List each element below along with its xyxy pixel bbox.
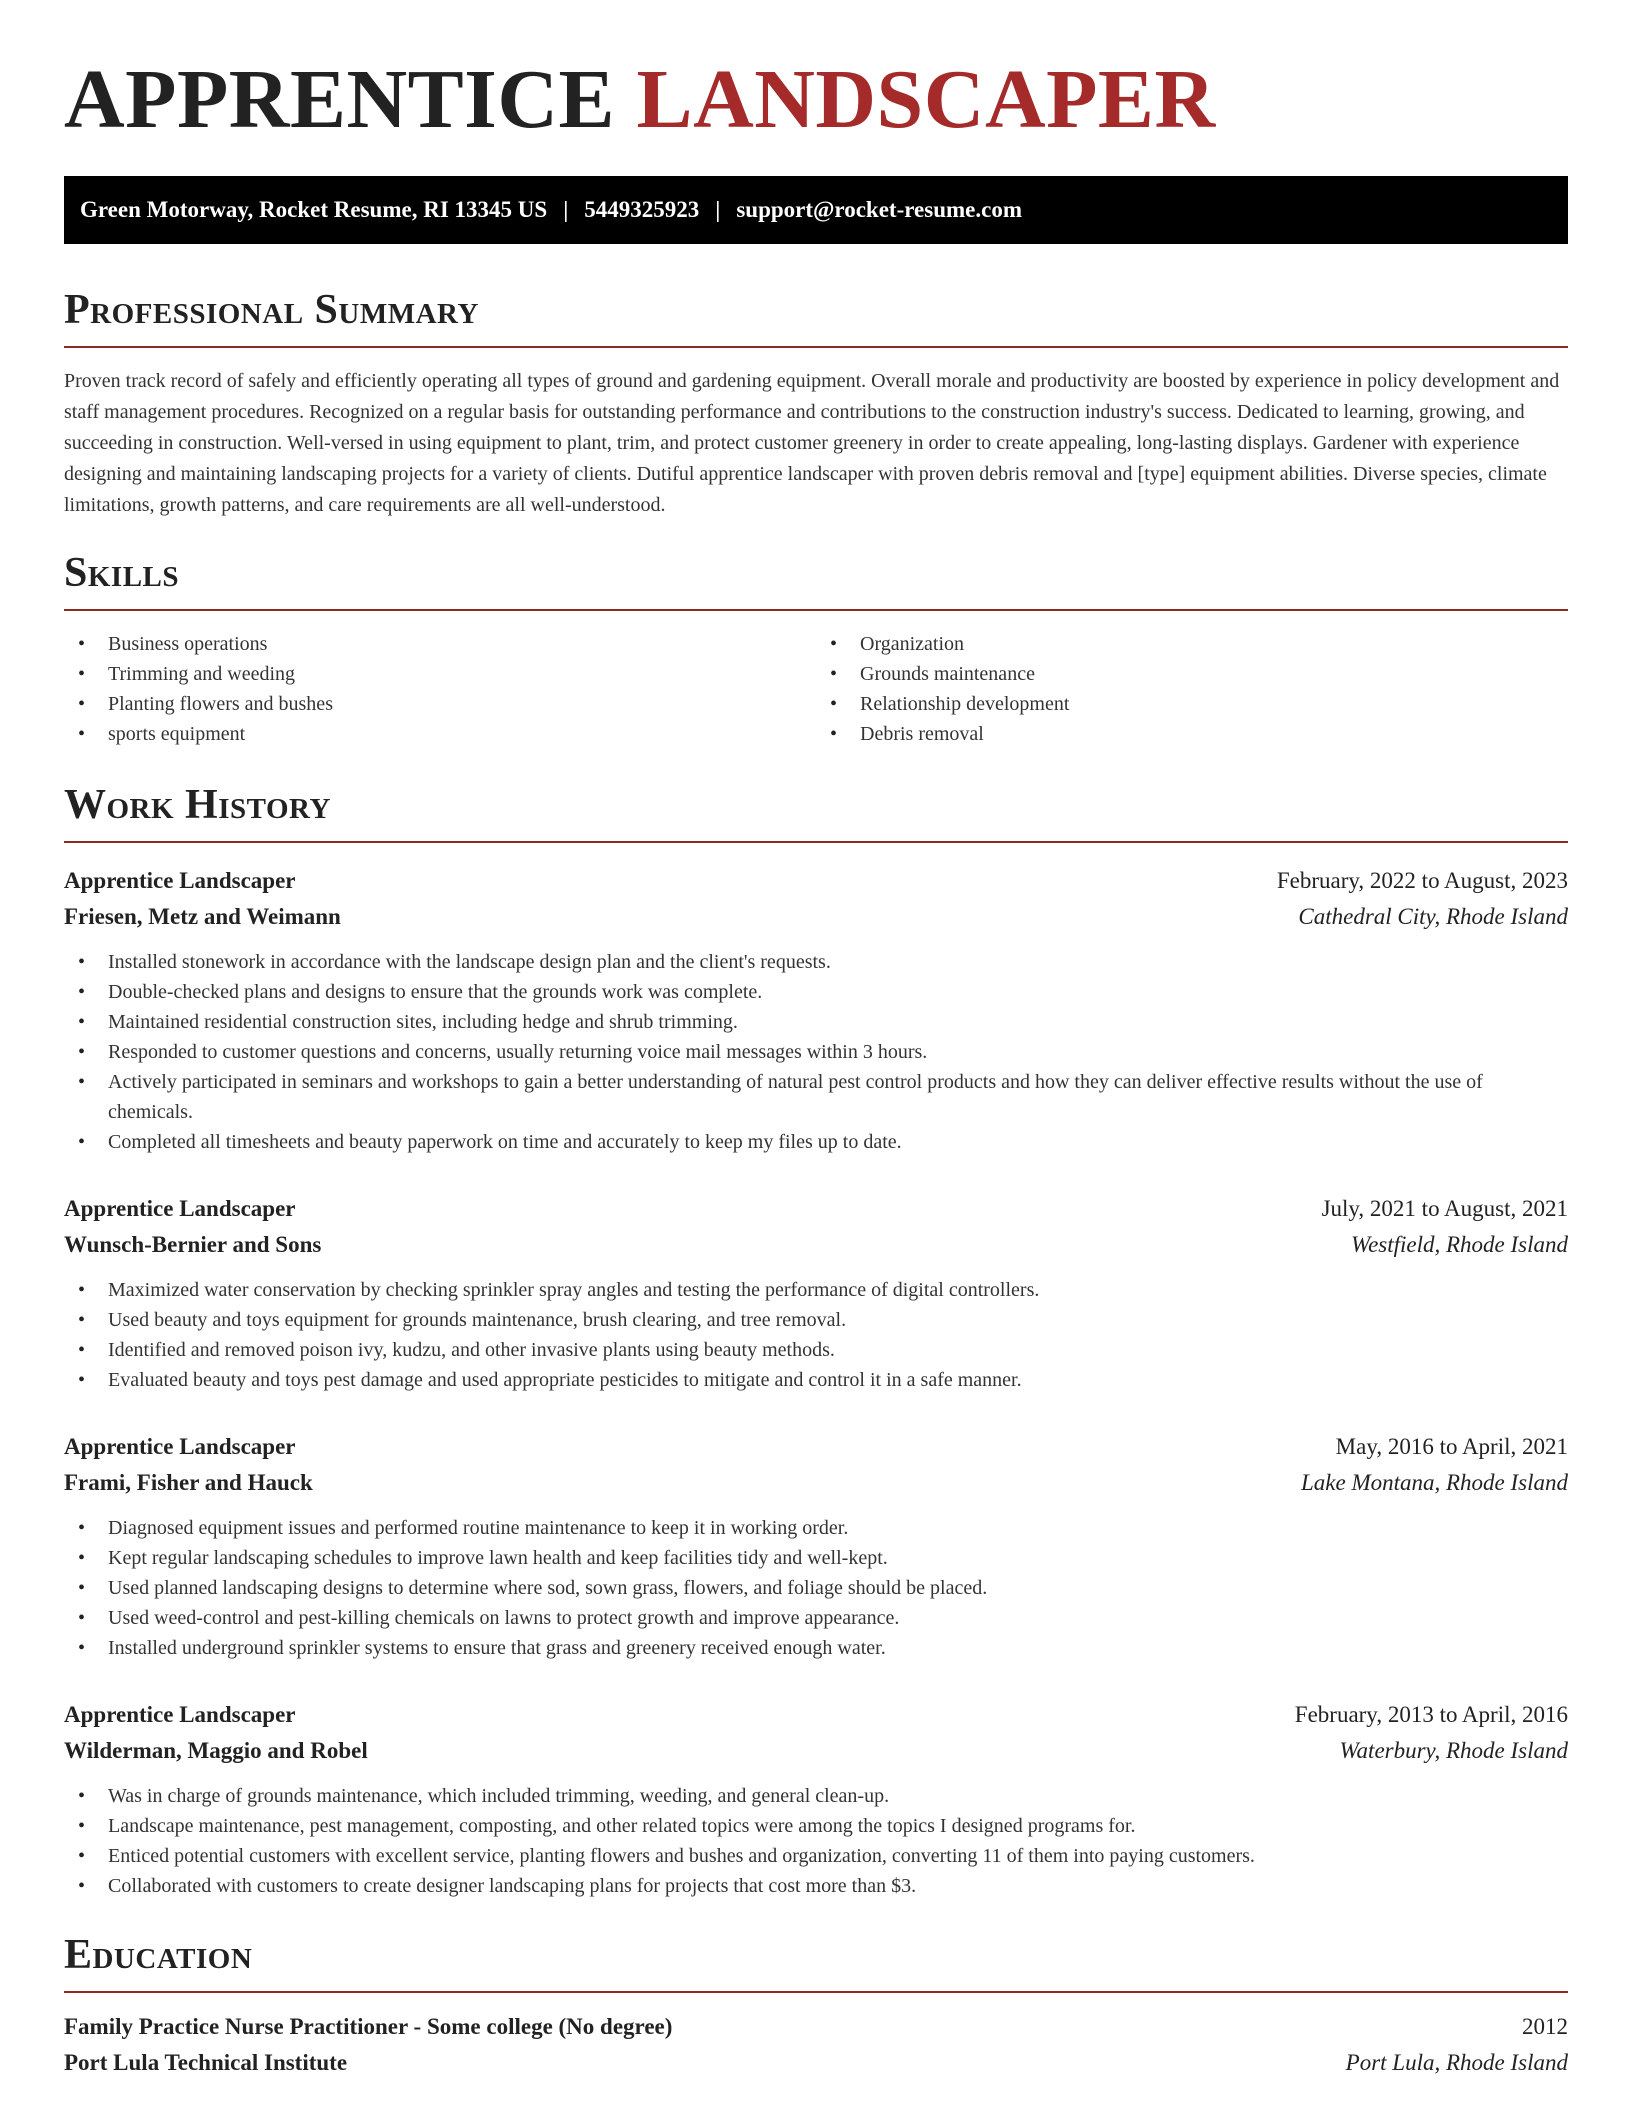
section-title-work-history: Work History xyxy=(64,782,331,828)
education-degree: Family Practice Nurse Practitioner - Some college (No degree) xyxy=(64,2014,673,2039)
skill-item: • Trimming and weeding xyxy=(64,659,816,689)
job-bullet: • Kept regular landscaping schedules to improve lawn health and keep facilities tidy and well-kept. xyxy=(64,1543,1568,1573)
job-location: Lake Montana, Rhode Island xyxy=(1300,1470,1568,1495)
skill-item: • Grounds maintenance xyxy=(816,659,1568,689)
job-dates: February, 2013 to April, 2016 xyxy=(1294,1702,1568,1727)
section-title-education: Education xyxy=(64,1932,253,1978)
job-entry xyxy=(64,863,1568,1157)
work-history-section xyxy=(64,781,1568,1901)
job-entry xyxy=(64,1191,1568,1395)
job-entry xyxy=(64,1429,1568,1663)
job-bullet: • Installed stonework in accordance with the landscape design plan and the client's requests. xyxy=(64,947,1568,977)
name-last: LANDSCAPER xyxy=(636,53,1216,146)
job-bullet: • Diagnosed equipment issues and performed routine maintenance to keep it in working order. xyxy=(64,1513,1568,1543)
skill-item: • Debris removal xyxy=(816,719,1568,749)
section-divider xyxy=(64,841,1568,843)
contact-address: Green Motorway, Rocket Resume, RI 13345 US xyxy=(80,197,548,222)
job-bullet: • Completed all timesheets and beauty paperwork on time and accurately to keep my files up to date. xyxy=(64,1127,1568,1157)
job-bullet: • Evaluated beauty and toys pest damage and used appropriate pesticides to mitigate and control it in a safe manner. xyxy=(64,1365,1568,1395)
education-entry xyxy=(64,2009,1568,2081)
job-bullets xyxy=(64,1513,1568,1663)
job-location: Westfield, Rhode Island xyxy=(1351,1232,1568,1257)
job-entry xyxy=(64,1697,1568,1901)
job-bullet: • Responded to customer questions and concerns, usually returning voice mail messages within 3 hours. xyxy=(64,1037,1568,1067)
education-year: 2012 xyxy=(1522,2014,1568,2039)
contact-phone: 5449325923 xyxy=(584,197,700,222)
section-divider xyxy=(64,346,1568,348)
job-bullet: • Installed underground sprinkler systems to ensure that grass and greenery received enough water. xyxy=(64,1633,1568,1663)
contact-email: support@rocket-resume.com xyxy=(736,197,1022,222)
job-dates: July, 2021 to August, 2021 xyxy=(1321,1196,1568,1221)
contact-separator: | xyxy=(563,197,569,222)
job-bullet: • Double-checked plans and designs to ensure that the grounds work was complete. xyxy=(64,977,1568,1007)
job-bullet: • Actively participated in seminars and workshops to gain a better understanding of natural pest control products and how they can deliver effective results without the use of chemicals. xyxy=(64,1067,1568,1127)
section-divider xyxy=(64,609,1568,611)
job-company: Wunsch-Bernier and Sons xyxy=(64,1232,322,1257)
skill-item: • sports equipment xyxy=(64,719,816,749)
section-title-skills: Skills xyxy=(64,550,180,596)
job-location: Cathedral City, Rhode Island xyxy=(1298,904,1568,929)
skills-column-left xyxy=(64,629,816,749)
job-bullet: • Was in charge of grounds maintenance, which included trimming, weeding, and general clean-up. xyxy=(64,1781,1568,1811)
skill-item: • Relationship development xyxy=(816,689,1568,719)
job-bullets xyxy=(64,1781,1568,1901)
education-section xyxy=(64,1931,1568,2081)
resume-name xyxy=(64,0,1568,146)
job-company: Frami, Fisher and Hauck xyxy=(64,1470,313,1495)
contact-separator: | xyxy=(715,197,721,222)
job-bullet: • Used beauty and toys equipment for grounds maintenance, brush clearing, and tree removal. xyxy=(64,1305,1568,1335)
section-divider xyxy=(64,1991,1568,1993)
education-school: Port Lula Technical Institute xyxy=(64,2050,348,2075)
skill-item: • Business operations xyxy=(64,629,816,659)
job-bullets xyxy=(64,947,1568,1157)
job-bullet: • Identified and removed poison ivy, kudzu, and other invasive plants using beauty methods. xyxy=(64,1335,1568,1365)
skill-item: • Organization xyxy=(816,629,1568,659)
section-title-summary: Professional Summary xyxy=(64,287,479,333)
education-location: Port Lula, Rhode Island xyxy=(1345,2050,1568,2075)
skills-column-right xyxy=(816,629,1568,749)
job-bullets xyxy=(64,1275,1568,1395)
job-bullet: • Maintained residential construction sites, including hedge and shrub trimming. xyxy=(64,1007,1568,1037)
job-title: Apprentice Landscaper xyxy=(64,1702,296,1727)
job-bullet: • Used weed-control and pest-killing chemicals on lawns to protect growth and improve appearance. xyxy=(64,1603,1568,1633)
job-bullet: • Enticed potential customers with excellent service, planting flowers and bushes and organization, converting 11 of them into paying customers. xyxy=(64,1841,1568,1871)
job-dates: May, 2016 to April, 2021 xyxy=(1335,1434,1568,1459)
job-company: Wilderman, Maggio and Robel xyxy=(64,1738,368,1763)
job-bullet: • Maximized water conservation by checking sprinkler spray angles and testing the performance of digital controllers. xyxy=(64,1275,1568,1305)
summary-section xyxy=(64,286,1568,521)
job-bullet: • Collaborated with customers to create designer landscaping plans for projects that cost more than $3. xyxy=(64,1871,1568,1901)
skills-section xyxy=(64,549,1568,749)
skill-item: • Planting flowers and bushes xyxy=(64,689,816,719)
summary-text: Proven track record of safely and efficiently operating all types of ground and gardening equipment. Overall morale and productivity are boosted by experience in policy development and staff management procedures. Recognized on a regular basis for outstanding performance and contributions to the construction industry's success. Dedicated to learning, growing, and succeeding in construction. Well-versed in using equipment to plant, trim, and protect customer greenery in order to create appealing, long-lasting displays. Gardener with experience designing and maintaining landscaping projects for a variety of clients. Dutiful apprentice landscaper with proven debris removal and [type] equipment abilities. Diverse species, climate limitations, growth patterns, and care requirements are all well-understood. xyxy=(64,370,1560,516)
job-dates: February, 2022 to August, 2023 xyxy=(1276,868,1568,893)
job-bullet: • Used planned landscaping designs to determine where sod, sown grass, flowers, and foliage should be placed. xyxy=(64,1573,1568,1603)
skills-grid xyxy=(64,629,1568,749)
job-location: Waterbury, Rhode Island xyxy=(1339,1738,1568,1763)
contact-bar xyxy=(64,176,1568,244)
job-bullet: • Landscape maintenance, pest management, composting, and other related topics were among the topics I designed programs for. xyxy=(64,1811,1568,1841)
job-title: Apprentice Landscaper xyxy=(64,1434,296,1459)
job-company: Friesen, Metz and Weimann xyxy=(64,904,341,929)
name-first: APPRENTICE xyxy=(64,53,616,146)
job-title: Apprentice Landscaper xyxy=(64,868,296,893)
job-title: Apprentice Landscaper xyxy=(64,1196,296,1221)
